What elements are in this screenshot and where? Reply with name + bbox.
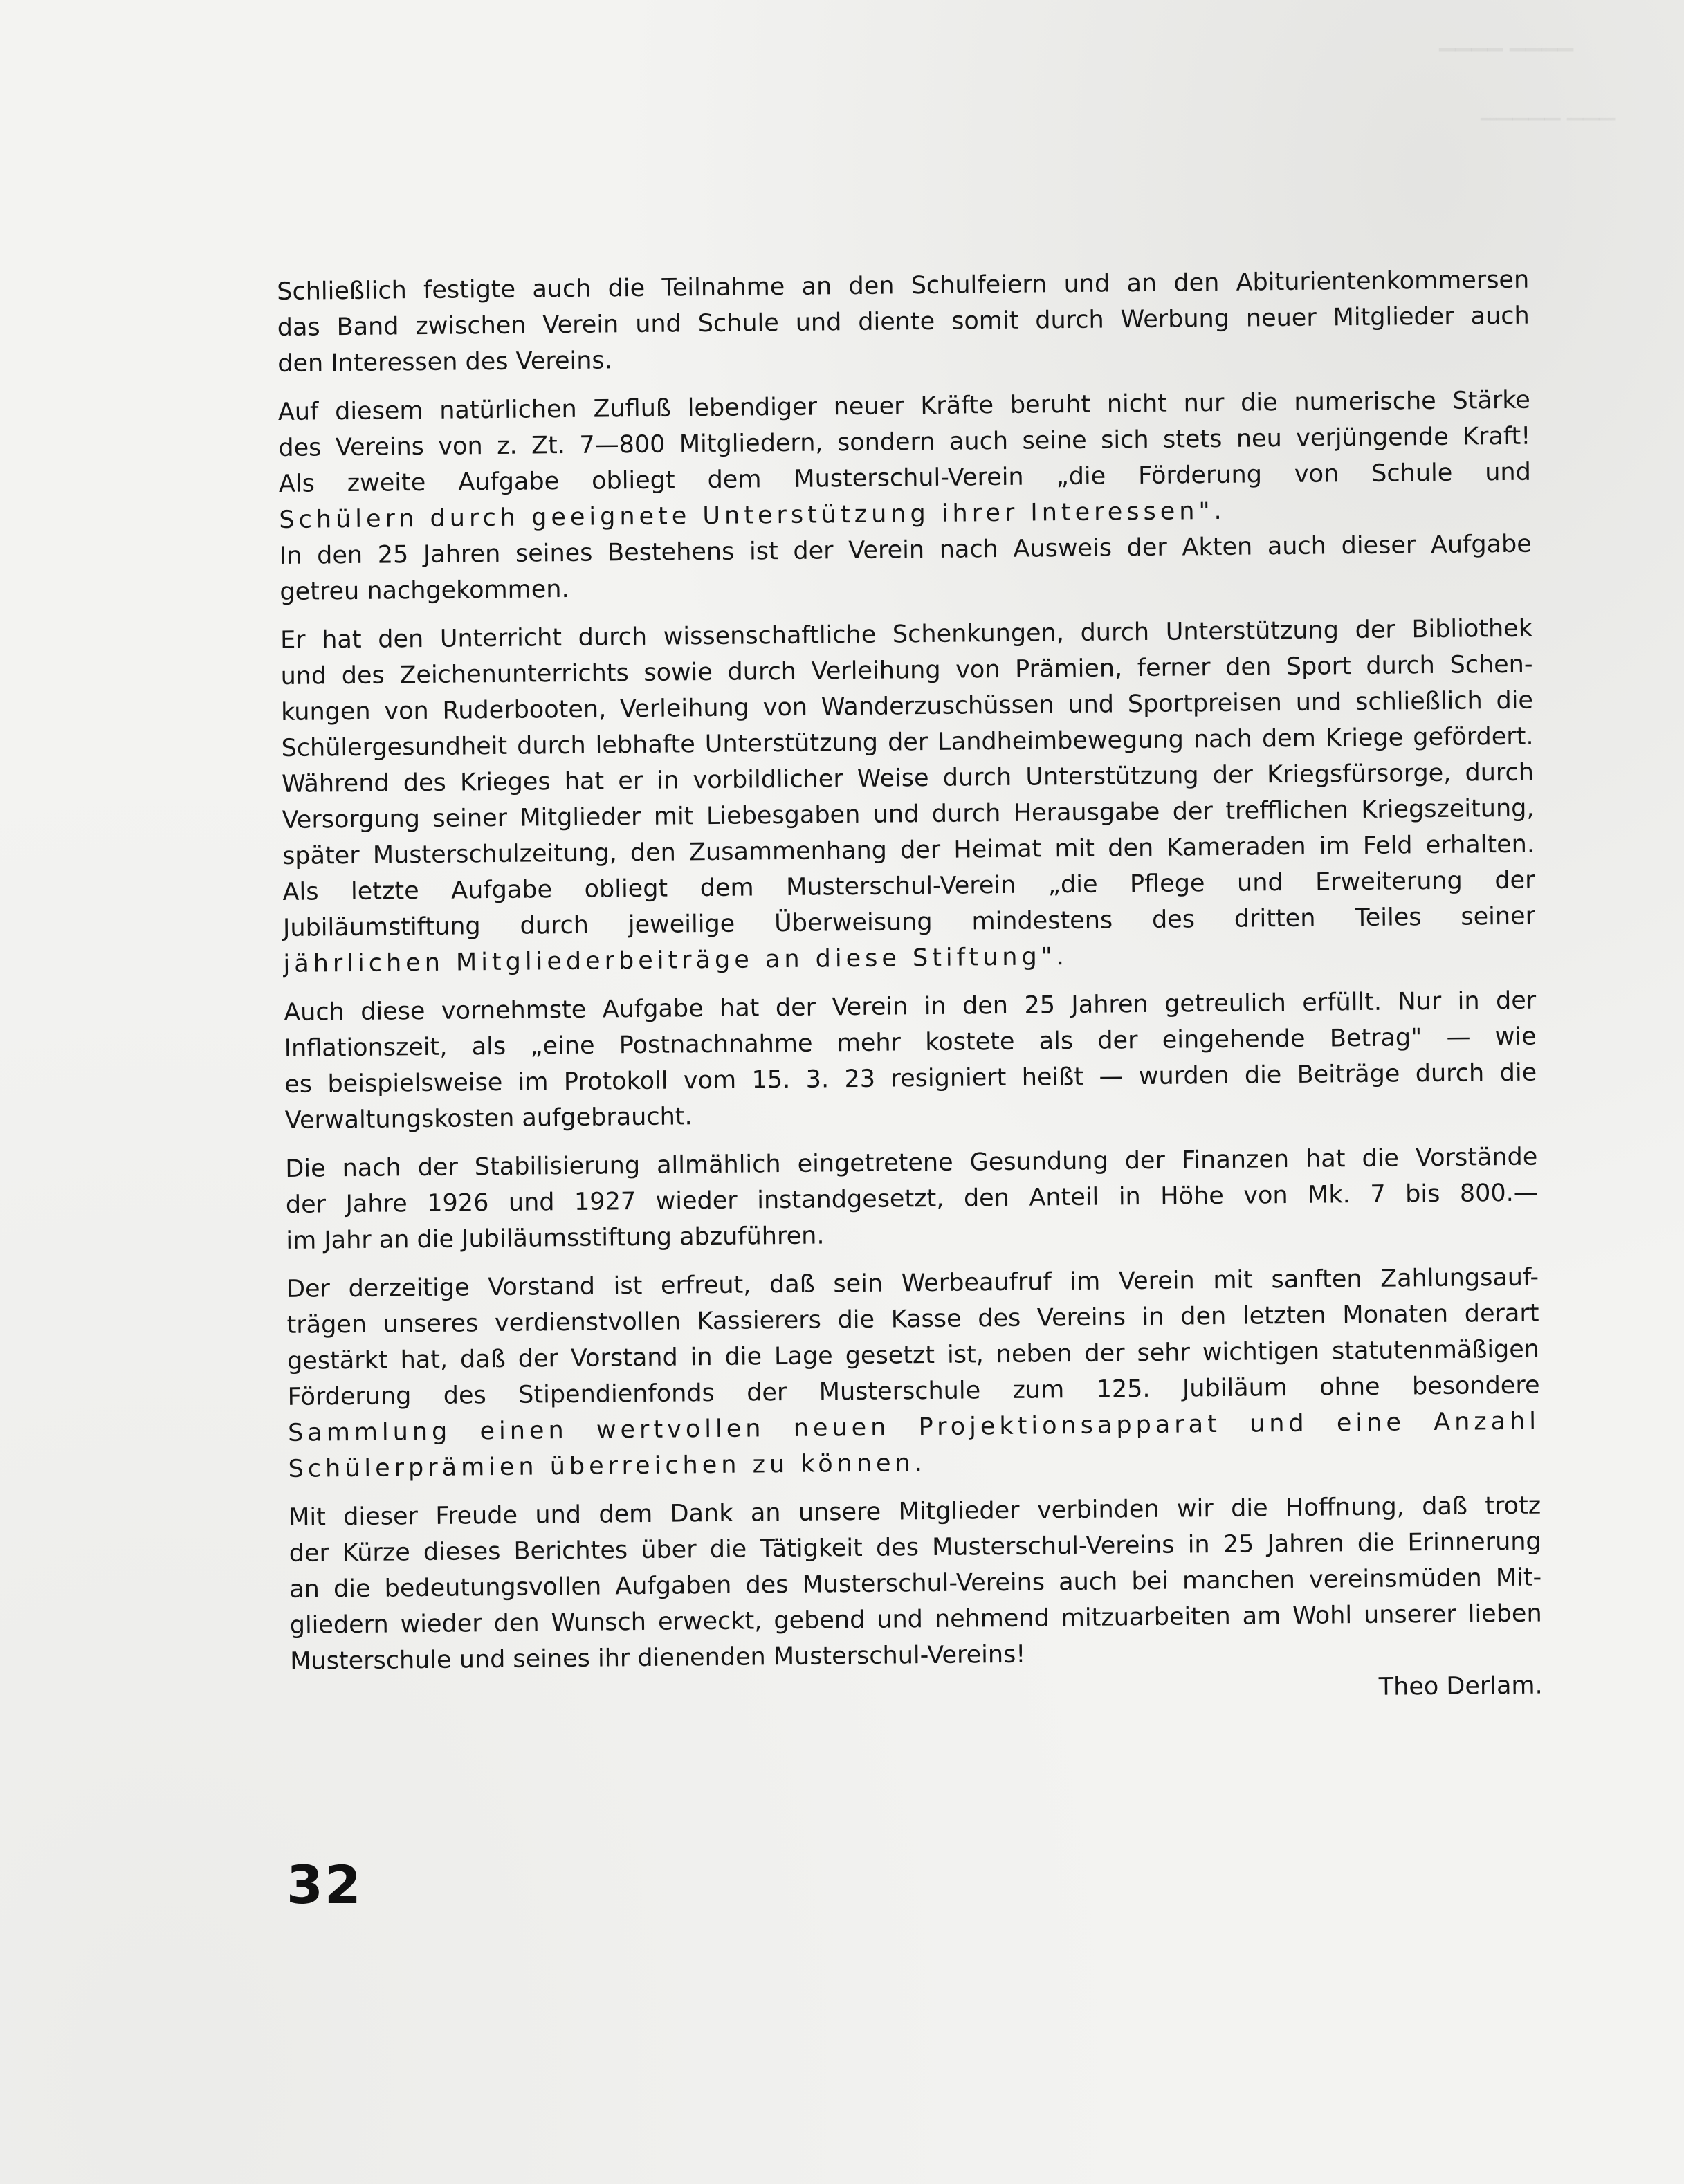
text-line: gliedern wieder den Wunsch erweckt, gebend und nehmend mitzuarbeiten am Wohl unserer lieben	[289, 1599, 1542, 1640]
article-body	[277, 262, 1543, 1728]
text-line: den Interessen des Vereins.	[277, 347, 612, 378]
text-line: und des Zeichenunterrichts sowie durch Verleihung von Prämien, ferner den Sport durch Schen-	[280, 650, 1533, 690]
text-line: Schülerprämien überreichen zu können.	[288, 1449, 927, 1483]
text-line: In den 25 Jahren seines Bestehens ist der Verein nach Ausweis der Akten auch dieser Aufgabe	[279, 530, 1532, 570]
text-line: Schließlich festigte auch die Teilnahme an den Schulfeiern und an den Abiturientenkommersen	[277, 266, 1530, 306]
text-line: Schülern durch geeignete Unterstützung ihrer Interessen".	[279, 497, 1226, 534]
paragraph	[277, 262, 1530, 382]
text-line: Die nach der Stabilisierung allmählich eingetretene Gesundung der Finanzen hat die Vorstände	[285, 1143, 1538, 1183]
text-line: gestärkt hat, daß der Vorstand in die Lage gesetzt ist, neben der sehr wichtigen statutenmäßigen	[286, 1335, 1540, 1375]
page-number: 32	[286, 1854, 363, 1916]
text-line: jährlichen Mitgliederbeiträge an diese Stiftung".	[283, 943, 1069, 978]
text-line: das Band zwischen Verein und Schule und diente somit durch Werbung neuer Mitglieder auch	[277, 302, 1530, 342]
text-line: Während des Krieges hat er in vorbildlicher Weise durch Unterstützung der Kriegsfürsorge, durch	[281, 758, 1535, 798]
text-line: getreu nachgekommen.	[280, 575, 569, 606]
text-line: Verwaltungskosten aufgebraucht.	[284, 1103, 693, 1135]
text-line: Er hat den Unterricht durch wissenschaftliche Schenkungen, durch Unterstützung der Bibliothek	[280, 614, 1533, 654]
text-line: Jubiläumstiftung durch jeweilige Überweisung mindestens des dritten Teiles seiner	[282, 902, 1536, 942]
text-line: der Kürze dieses Berichtes über die Tätigkeit des Musterschul-Vereins in 25 Jahren die Erinnerung	[289, 1527, 1541, 1568]
text-line: des Vereins von z. Zt. 7—800 Mitgliedern, sondern auch seine sich stets neu verjüngende Kraft!	[278, 422, 1531, 462]
paragraph	[280, 611, 1536, 982]
text-line: trägen unseres verdienstvollen Kassierers die Kasse des Vereins in den letzten Monaten derart	[286, 1299, 1539, 1339]
text-line: Sammlung einen wertvollen neuen Projektionsapparat und eine Anzahl	[287, 1407, 1541, 1447]
paragraph	[289, 1488, 1543, 1716]
text-line: Inflationszeit, als „eine Postnachnahme mehr kostete als der eingehende Betrag" — wie	[284, 1022, 1537, 1063]
text-line: Musterschule und seines ihr dienenden Musterschul-Vereins!	[290, 1640, 1026, 1676]
text-line: später Musterschulzeitung, den Zusammenhang der Heimat mit den Kameraden im Feld erhalten.	[282, 830, 1535, 870]
text-line: Versorgung seiner Mitglieder mit Liebesgaben und durch Herausgabe der trefflichen Kriegszeitung,	[282, 794, 1535, 834]
text-line: Auch diese vornehmste Aufgabe hat der Verein in den 25 Jahren getreulich erfüllt. Nur in der	[284, 987, 1537, 1027]
text-line: Förderung des Stipendienfonds der Musterschule zum 125. Jubiläum ohne besondere	[287, 1371, 1540, 1411]
paragraph	[284, 983, 1537, 1139]
text-line: Als zweite Aufgabe obliegt dem Musterschul-Verein „die Förderung von Schule und	[278, 458, 1532, 498]
text-line: an die bedeutungsvollen Aufgaben des Musterschul-Vereins auch bei manchen vereinsmüden Mit-	[289, 1563, 1542, 1604]
text-line: Als letzte Aufgabe obliegt dem Musterschul-Verein „die Pflege und Erweiterung der	[282, 866, 1535, 906]
text-line: Auf diesem natürlichen Zufluß lebendiger neuer Kräfte beruht nicht nur die numerische Stärke	[277, 386, 1531, 426]
paragraph	[278, 383, 1532, 610]
text-line: Mit dieser Freude und dem Dank an unsere Mitglieder verbinden wir die Hoffnung, daß trotz	[289, 1492, 1541, 1532]
text-line: der Jahre 1926 und 1927 wieder instandgesetzt, den Anteil in Höhe von Mk. 7 bis 800.—	[285, 1179, 1539, 1219]
text-line: Schülergesundheit durch lebhafte Unterstützung der Landheimbewegung nach dem Kriege gefördert.	[281, 722, 1534, 762]
author-signature: Theo Derlam.	[1378, 1671, 1543, 1701]
text-line: Der derzeitige Vorstand ist erfreut, daß sein Werbeaufruf im Verein mit sanften Zahlungsauf-	[286, 1263, 1539, 1303]
paragraph	[285, 1139, 1538, 1259]
text-line: im Jahr an die Jubiläumsstiftung abzuführen.	[286, 1222, 825, 1255]
bleed-through-shadow: ▁▁▁▁ ▁▁▁▁	[1439, 28, 1574, 52]
text-line: es beispielsweise im Protokoll vom 15. 3. 23 resigniert heißt — wurden die Beiträge durch die	[284, 1058, 1537, 1099]
bleed-through-shadow: ▁▁▁▁▁ ▁▁▁	[1481, 97, 1616, 121]
paragraph	[286, 1260, 1541, 1487]
text-line: kungen von Ruderbooten, Verleihung von Wanderzuschüssen und Sportpreisen und schließlich die	[280, 686, 1534, 726]
